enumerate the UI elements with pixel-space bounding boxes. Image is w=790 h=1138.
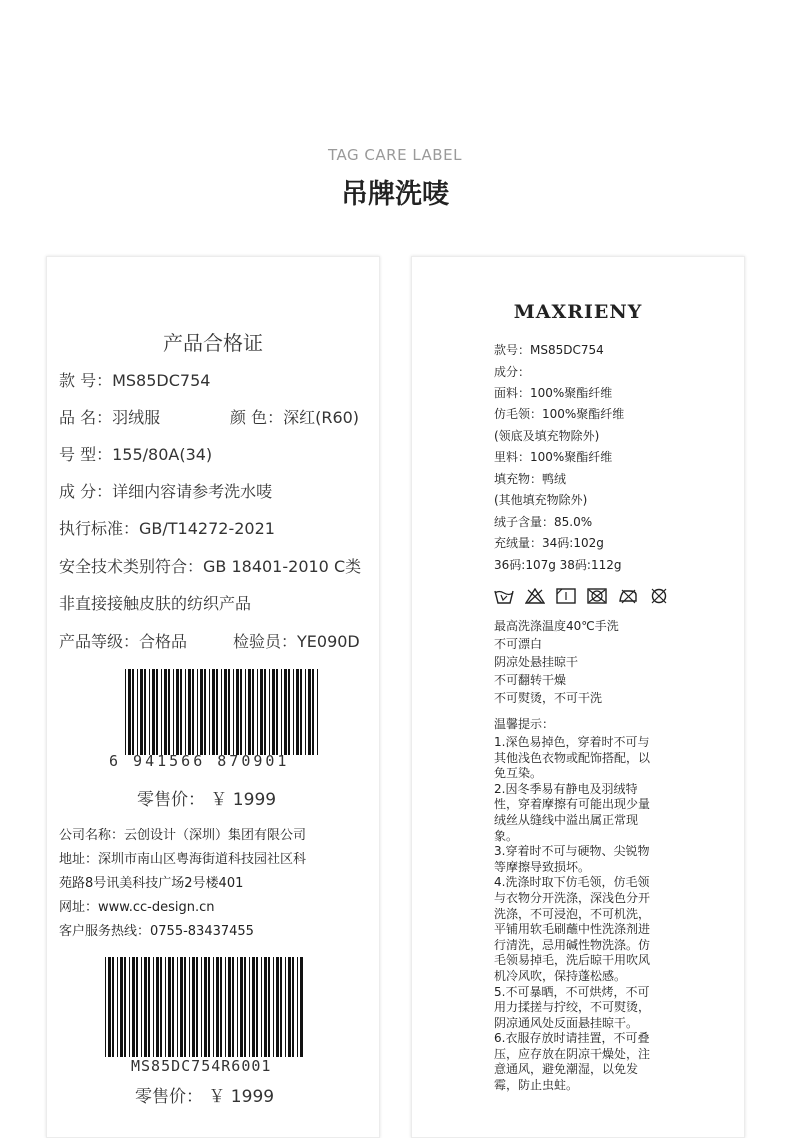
address-line-1: 地址：深圳市南山区粤海街道科技园社区科 (59, 852, 307, 867)
retail-price: 零售价： ￥ 1999 (137, 790, 277, 810)
composition: 成 分：详细内容请参考洗水唛 (59, 482, 273, 501)
page-subtitle: TAG CARE LABEL (328, 146, 462, 164)
care-instruction: 不可熨烫，不可干洗 (494, 691, 603, 705)
tip-item: 3.穿着时不可与硬物、尖锐物等摩擦导致损坏。 (494, 844, 650, 874)
product-grade: 产品等级：合格品 (59, 632, 188, 651)
tip-item: 4.洗涤时取下仿毛领，仿毛领与衣物分开洗涤，深浅色分开洗涤，不可浸泡，不可机洗，平铺用软毛刷蘸中性洗涤剂进行清洗，忌用碱性物洗涤。仿毛领易掉毛，洗后晾干用吹风机冷风吹，保持蓬松感。 (494, 875, 651, 983)
website: 网址：www.cc-design.cn (59, 900, 215, 915)
product-name: 品 名：羽绒服 (59, 408, 161, 427)
hand-wash-icon (494, 588, 514, 604)
care-instruction: 不可翻转干燥 (494, 673, 567, 687)
care-line: (其他填充物除外) (494, 493, 588, 507)
ean-barcode (125, 669, 321, 755)
barcode-digits: 6 941566 870901 (109, 752, 290, 770)
no-tumble-dry-icon (587, 588, 607, 604)
address-line-2: 苑路8号讯美科技广场2号楼401 (59, 876, 244, 891)
care-instruction: 不可漂白 (494, 637, 543, 651)
care-line: 面料：100%聚酯纤维 (494, 386, 613, 400)
no-bleach-icon (525, 588, 545, 604)
care-line: 填充物：鸭绒 (494, 472, 567, 486)
hang-tag-card (46, 256, 380, 1138)
care-instruction: 最高洗涤温度40℃手洗 (494, 619, 619, 633)
line-dry-shade-icon (556, 588, 576, 604)
care-line: 充绒量：34码:102g (494, 536, 604, 550)
care-line: 里料：100%聚酯纤维 (494, 450, 613, 464)
tips-list (494, 735, 660, 1094)
product-size: 号 型：155/80A(34) (59, 445, 213, 464)
tip-item: 6.衣服存放时请挂置，不可叠压，应存放在阴凉干燥处，注意通风，避免潮湿，以免发霉，防止虫蛀。 (494, 1031, 651, 1093)
brand-name: MAXRIENY (513, 301, 643, 323)
certificate-title: 产品合格证 (163, 331, 263, 355)
safety-category: 安全技术类别符合：GB 18401-2010 C类 (59, 557, 362, 576)
no-dry-clean-icon (649, 588, 669, 604)
company-name: 公司名称：云创设计（深圳）集团有限公司 (59, 828, 307, 843)
care-instruction: 阴凉处悬挂晾干 (494, 655, 579, 669)
retail-price-2: 零售价： ￥ 1999 (135, 1087, 275, 1107)
tip-item: 5.不可暴晒，不可烘烤，不可用力揉搓与拧绞，不可熨烫，阴凉通风处反面悬挂晾干。 (494, 984, 651, 1030)
care-symbols (494, 585, 675, 603)
skin-contact-note: 非直接接触皮肤的纺织产品 (59, 594, 252, 613)
customer-hotline: 客户服务热线：0755-83437455 (59, 924, 254, 939)
care-line: (领底及填充物除外) (494, 429, 600, 443)
care-line: 仿毛领：100%聚酯纤维 (494, 407, 625, 421)
sku-barcode (105, 957, 307, 1057)
style-number: 款 号：MS85DC754 (59, 371, 211, 390)
care-line: 成分： (494, 365, 531, 379)
page-title: 吊牌洗唛 (341, 179, 449, 210)
care-line: 36码:107g 38码:112g (494, 558, 622, 572)
inspector: 检验员：YE090D (233, 632, 360, 651)
tip-item: 1.深色易掉色，穿着时不可与其他浅色衣物或配饰搭配，以免互染。 (494, 735, 651, 781)
care-line: 绒子含量：85.0% (494, 515, 593, 529)
standard: 执行标准：GB/T14272-2021 (59, 519, 275, 538)
tip-item: 2.因冬季易有静电及羽绒特性，穿着摩擦有可能出现少量绒丝从缝线中溢出属正常现象。 (494, 781, 651, 843)
tips-title: 温馨提示： (494, 717, 555, 731)
care-line: 款号：MS85DC754 (494, 343, 604, 357)
sku-barcode-text: MS85DC754R6001 (131, 1057, 272, 1075)
no-iron-icon (618, 588, 638, 604)
care-label-card (411, 256, 745, 1138)
product-color: 颜 色：深红(R60) (230, 408, 360, 427)
